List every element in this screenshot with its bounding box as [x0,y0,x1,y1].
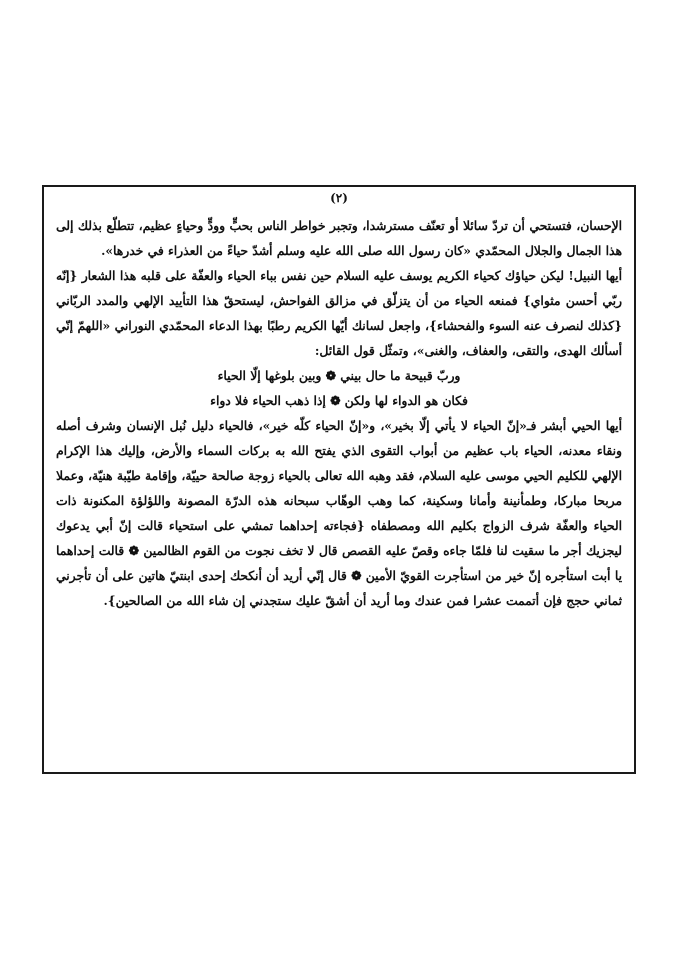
paragraph: الإحسان، فتستحي أن تردّ سائلا أو تعنّف مسترشدا، وتجبر خواطر الناس بحبٍّ وودٍّ وحياءٍ عظيم، تتطلّع بذلك إلى هذا الجمال والجلال المحمّدي «كان رسول الله صلى الله عليه وسلم أشدّ حياءً من العذراء في خدرها». [56,218,622,258]
paragraph: أيها الحيي أبشر فـ«إنّ الحياء لا يأتي إلّا بخير»، و«إنّ الحياء كلّه خير»، فالحياء دليل نُبل الإنسان وشرف أصله ونقاء معدنه، الحياء باب عظيم من أبواب التقوى الذي يفتح الله به بركات السماء والأرض، وإليك هذا الإكرام الإلهي للكليم الحيي موسى عليه السلام، فقد وهبه الله تعالى بالحياء زوجة صالحة حييّة، وإقامة طيّبة هنيّة، وعملا مربحا مباركا، وطمأنينة وأمانا وسكينة، كما وهب الوهّاب سبحانه هذه الدرّة المصونة واللؤلؤة المكنونة ذات الحياء والعفّة شرف الزواج بكليم الله ومصطفاه {فجاءته إحداهما تمشي على استحياء قالت إنّ أبي يدعوك ليجزيك أجر ما سقيت لنا فلمّا جاءه وقصّ عليه القصص قال لا تخف نجوت من القوم الظالمين ❁ قالت إحداهما يا أبت استأجره إنّ خير من استأجرت القويّ الأمين ❁ قال إنّي أريد أن أنكحك إحدى ابنتيّ هاتين على أن تأجرني ثماني حجج فإن أتممت عشرا فمن عندك وما أريد أن أشقّ عليك ستجدني إن شاء الله من الصالحين}. [56,418,622,608]
page-number: (٢) [330,191,348,205]
verse-line: فكان هو الدواء لها ولكن ❁ إذا ذهب الحياء فلا دواء [210,393,468,408]
paragraph: أيها النبيل! ليكن حياؤك كحياء الكريم يوسف عليه السلام حين نفس بباء الحياء والعفّة على قلبه هذا الشعار {إنّه ربّي أحسن مثواي} فمنعه الحياء من أن يتزلّق في مزالق الفواحش، ليستحقّ هذا التأييد الإلهي والمدد الربّاني {كذلك لنصرف عنه السوء والفحشاء}، واجعل لسانك أيّها الكريم رطبًا بهذا الدعاء المحمّدي النوراني «اللهمّ إنّي أسألك الهدى، والتقى، والعفاف، والغنى»، وتمثّل قول القائل: [56,268,622,358]
page-frame [42,185,636,774]
verse-line: وربّ قبيحة ما حال بيني ❁ وبين بلوغها إلّا الحياء [217,368,461,383]
text-body [56,213,622,766]
